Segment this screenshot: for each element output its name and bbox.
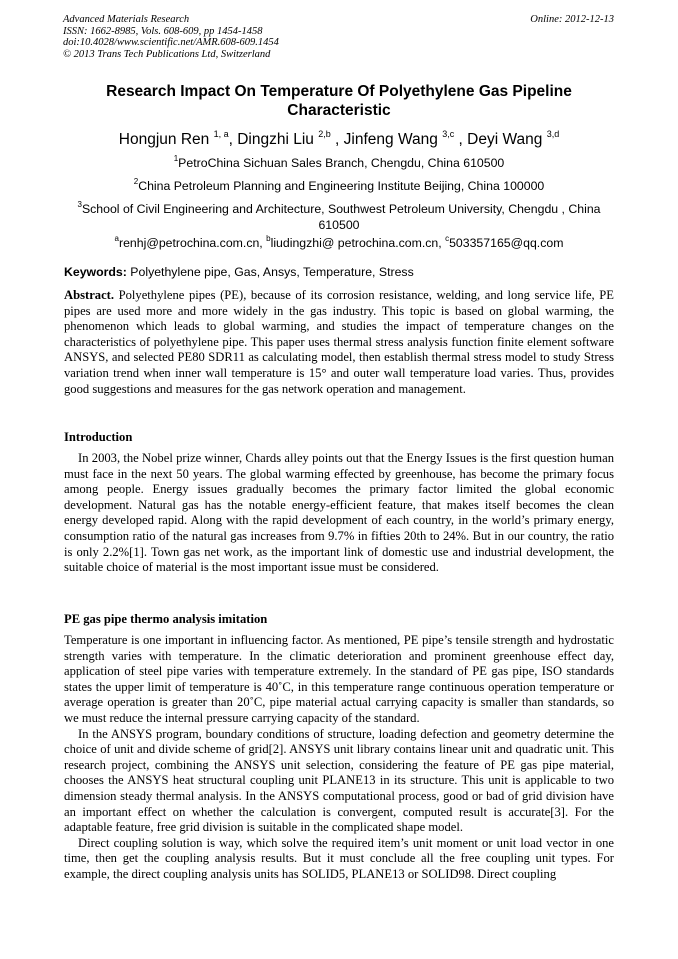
journal-name: Advanced Materials Research	[63, 14, 190, 25]
email-marker: a	[114, 234, 119, 243]
paragraph: In the ANSYS program, boundary conditions of structure, loading defection and geometry determine the choice of unit and divide scheme of grid[2]. ANSYS unit library contains linear unit and quadratic unit. This research project, combining the ANSYS unit selection, considering the feature of PE gas pipe material, chooses the ANSYS heat structural coupling unit PLANE13 in its structure. This unit is applicable to two dimension steady thermal analysis. In the ANSYS computational process, good or bad of grid division have an important effect on whether the calculation is convergent, computed result is accurate[3]. For the adaptable feature, free grid division is suitable in the complicated shape model.	[64, 726, 614, 835]
keywords-label: Keywords:	[64, 265, 127, 279]
keywords	[64, 265, 614, 280]
affiliation-text: China Petroleum Planning and Engineering Institute Beijing, China 100000	[138, 179, 545, 193]
abstract-label: Abstract.	[64, 288, 115, 302]
keywords-text: Polyethylene pipe, Gas, Ansys, Temperature, Stress	[126, 265, 414, 279]
email-link[interactable]: 503357165@qq.com	[449, 236, 564, 250]
author-name: Jinfeng Wang	[343, 131, 438, 148]
doi-line[interactable]: doi:10.4028/www.scientific.net/AMR.608-609.1454	[63, 37, 279, 49]
abstract-text: Polyethylene pipes (PE), because of its corrosion resistance, welding, and long service life, PE pipes are used more and more widely in the gas industry. This topic is based on global warming, the phenomenon which leads to global warming, and studies the impact of temperature changes on the characteristics of polyethylene pipe. This paper uses thermal stress analysis function finite element software ANSYS, and selected PE80 SDR11 as calculating model, then establish thermal stress model to study Stress variation trend when inner wall temperature is 15° and outer wall temperature load varies. Thus, provides good suggestions and measures for the gas network operation and management.	[64, 288, 614, 396]
email-marker: b	[266, 234, 271, 243]
author-name: Hongjun Ren	[118, 131, 210, 148]
affiliation-2	[64, 179, 614, 195]
author-affil-marker: 2,b	[318, 129, 331, 139]
affiliation-marker: 2	[133, 177, 139, 186]
thermo-analysis-body	[64, 633, 614, 883]
email-list	[64, 236, 614, 252]
affiliation-text: PetroChina Sichuan Sales Branch, Chengdu, China 610500	[178, 156, 505, 170]
paragraph: Temperature is one important in influencing factor. As mentioned, PE pipe’s tensile strength and hydrostatic strength varies with temperature. In the climatic deterioration and prominent greenhouse effect day, application of steel pipe varies with temperature extremely. In the standard of PE gas pipe, ISO standards states the upper limit of temperature is 40˚C, in this temperature range continuous operation temperature or average operation is greater than 20˚C, pipe material actual carrying capacity is smaller than standards, so we must reduce the internal pressure carrying capacity of the standard.	[64, 633, 614, 725]
section-heading-introduction: Introduction	[64, 430, 133, 444]
author-affil-marker: 1, a	[213, 129, 229, 139]
paragraph: In 2003, the Nobel prize winner, Chards alley points out that the Energy Issues is the first question human must face in the next 50 years. The global warming effected by greenhouse, has become the primary focus among people. Energy issues gradually becomes the primary factor limited the global economic development. Natural gas has the notable energy-efficient feature, that makes itself becomes the clean energy developed rapid. Along with the rapid development of each country, in the world’s primary energy, consumption ratio of the natural gas increases from 9.7% in fifties 20th to 24%. But in our country, the ratio is only 2.2%[1]. Town gas net work, as the important link of domestic use and industrial development, the suitable choice of material is the most important issue must be considered.	[64, 451, 614, 575]
author-list	[64, 130, 614, 150]
introduction-body	[64, 451, 614, 576]
email-link[interactable]: liudingzhi@ petrochina.com.cn,	[270, 236, 446, 250]
affiliation-text: School of Civil Engineering and Architecture, Southwest Petroleum University, Chengdu , China 610500	[81, 202, 601, 232]
journal-header	[63, 14, 279, 60]
author-name: Deyi Wang	[467, 131, 543, 148]
affiliation-1	[64, 156, 614, 172]
affiliation-3	[64, 202, 614, 233]
email-link[interactable]: renhj@petrochina.com.cn,	[119, 236, 267, 250]
section-heading-thermo-analysis: PE gas pipe thermo analysis imitation	[64, 612, 268, 626]
author-separator: ,	[330, 131, 344, 148]
author-name: Dingzhi Liu	[237, 131, 314, 148]
affiliation-marker: 1	[173, 154, 179, 163]
affiliation-marker: 3	[77, 200, 82, 209]
author-affil-marker: 3,c	[442, 129, 455, 139]
author-separator: ,	[228, 131, 238, 148]
author-separator: ,	[454, 131, 468, 148]
abstract	[64, 288, 614, 397]
paragraph: Direct coupling solution is way, which solve the required item’s unit moment or unit load vector in one time, then get the coupling analysis results. But it must conclude all the free coupling unit types. For example, the direct coupling analysis units has SOLID5, PLANE13 or SOLID98. Direct coupling	[64, 835, 614, 881]
online-date: Online: 2012-12-13	[530, 14, 614, 25]
copyright-line: © 2013 Trans Tech Publications Ltd, Switzerland	[63, 48, 271, 60]
paper-title: Research Impact On Temperature Of Polyethylene Gas Pipeline Characteristic	[106, 83, 572, 119]
email-marker: c	[445, 234, 450, 243]
author-affil-marker: 3,d	[546, 129, 560, 139]
issn-line: ISSN: 1662-8985, Vols. 608-609, pp 1454-1458	[63, 25, 263, 37]
